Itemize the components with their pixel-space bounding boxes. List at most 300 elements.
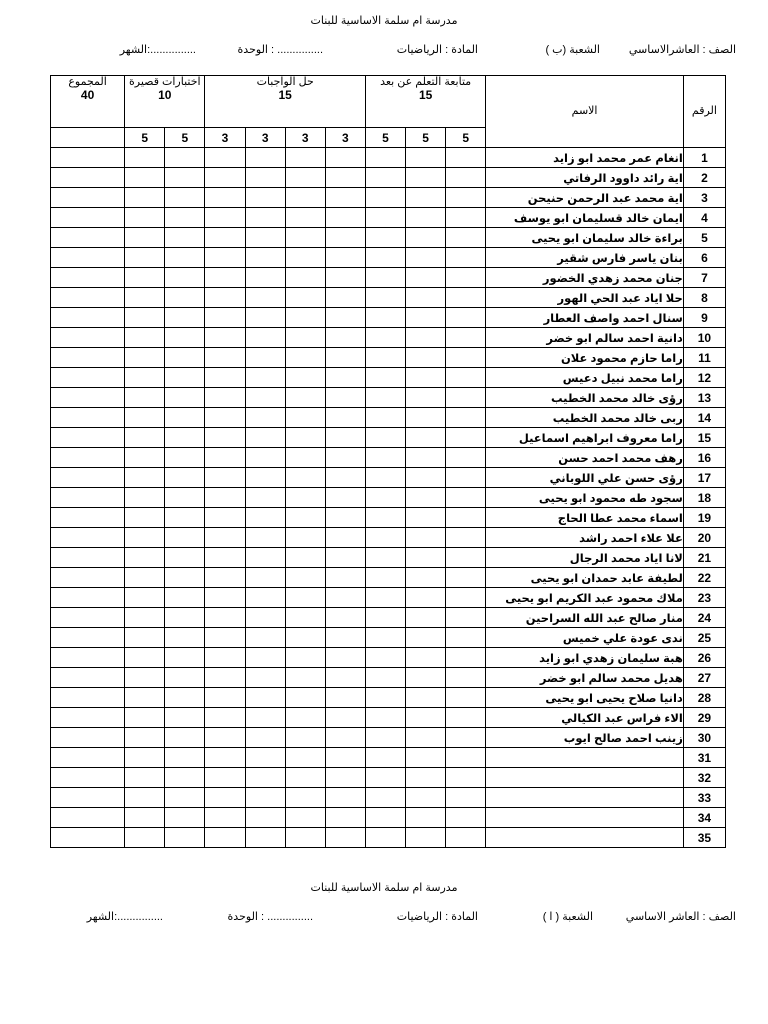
grade-cell[interactable] bbox=[285, 608, 325, 628]
grade-cell[interactable] bbox=[205, 268, 245, 288]
grade-cell[interactable] bbox=[365, 368, 405, 388]
grade-cell[interactable] bbox=[406, 148, 446, 168]
grade-cell[interactable] bbox=[245, 748, 285, 768]
grade-cell[interactable] bbox=[285, 488, 325, 508]
grade-cell[interactable] bbox=[406, 668, 446, 688]
grade-cell[interactable] bbox=[165, 768, 205, 788]
grade-cell[interactable] bbox=[245, 428, 285, 448]
grade-cell[interactable] bbox=[51, 228, 125, 248]
grade-cell[interactable] bbox=[285, 568, 325, 588]
grade-cell[interactable] bbox=[285, 508, 325, 528]
grade-cell[interactable] bbox=[325, 608, 365, 628]
grade-cell[interactable] bbox=[125, 168, 165, 188]
grade-cell[interactable] bbox=[446, 288, 486, 308]
grade-cell[interactable] bbox=[245, 788, 285, 808]
grade-cell[interactable] bbox=[245, 488, 285, 508]
grade-cell[interactable] bbox=[205, 168, 245, 188]
grade-cell[interactable] bbox=[205, 608, 245, 628]
grade-cell[interactable] bbox=[325, 728, 365, 748]
grade-cell[interactable] bbox=[51, 768, 125, 788]
grade-cell[interactable] bbox=[165, 248, 205, 268]
grade-cell[interactable] bbox=[125, 428, 165, 448]
grade-cell[interactable] bbox=[245, 228, 285, 248]
grade-cell[interactable] bbox=[406, 408, 446, 428]
grade-cell[interactable] bbox=[125, 288, 165, 308]
grade-cell[interactable] bbox=[406, 768, 446, 788]
grade-cell[interactable] bbox=[285, 248, 325, 268]
grade-cell[interactable] bbox=[51, 708, 125, 728]
grade-cell[interactable] bbox=[325, 348, 365, 368]
grade-cell[interactable] bbox=[325, 328, 365, 348]
grade-cell[interactable] bbox=[406, 388, 446, 408]
grade-cell[interactable] bbox=[446, 568, 486, 588]
grade-cell[interactable] bbox=[125, 668, 165, 688]
grade-cell[interactable] bbox=[406, 808, 446, 828]
grade-cell[interactable] bbox=[325, 768, 365, 788]
grade-cell[interactable] bbox=[446, 248, 486, 268]
grade-cell[interactable] bbox=[205, 368, 245, 388]
grade-cell[interactable] bbox=[446, 168, 486, 188]
grade-cell[interactable] bbox=[285, 268, 325, 288]
grade-cell[interactable] bbox=[446, 688, 486, 708]
grade-cell[interactable] bbox=[446, 348, 486, 368]
grade-cell[interactable] bbox=[365, 328, 405, 348]
grade-cell[interactable] bbox=[406, 568, 446, 588]
grade-cell[interactable] bbox=[51, 588, 125, 608]
grade-cell[interactable] bbox=[165, 328, 205, 348]
grade-cell[interactable] bbox=[245, 508, 285, 528]
grade-cell[interactable] bbox=[365, 808, 405, 828]
grade-cell[interactable] bbox=[325, 528, 365, 548]
grade-cell[interactable] bbox=[406, 368, 446, 388]
grade-cell[interactable] bbox=[365, 528, 405, 548]
grade-cell[interactable] bbox=[125, 648, 165, 668]
grade-cell[interactable] bbox=[205, 748, 245, 768]
grade-cell[interactable] bbox=[205, 728, 245, 748]
grade-cell[interactable] bbox=[245, 608, 285, 628]
grade-cell[interactable] bbox=[51, 788, 125, 808]
grade-cell[interactable] bbox=[205, 528, 245, 548]
grade-cell[interactable] bbox=[325, 668, 365, 688]
grade-cell[interactable] bbox=[446, 208, 486, 228]
grade-cell[interactable] bbox=[165, 268, 205, 288]
grade-cell[interactable] bbox=[205, 688, 245, 708]
grade-cell[interactable] bbox=[125, 208, 165, 228]
grade-cell[interactable] bbox=[325, 808, 365, 828]
grade-cell[interactable] bbox=[365, 268, 405, 288]
grade-cell[interactable] bbox=[446, 708, 486, 728]
grade-cell[interactable] bbox=[245, 268, 285, 288]
grade-cell[interactable] bbox=[446, 748, 486, 768]
grade-cell[interactable] bbox=[245, 828, 285, 848]
grade-cell[interactable] bbox=[285, 228, 325, 248]
grade-cell[interactable] bbox=[365, 608, 405, 628]
grade-cell[interactable] bbox=[365, 688, 405, 708]
grade-cell[interactable] bbox=[205, 708, 245, 728]
grade-cell[interactable] bbox=[205, 508, 245, 528]
grade-cell[interactable] bbox=[165, 708, 205, 728]
grade-cell[interactable] bbox=[165, 388, 205, 408]
grade-cell[interactable] bbox=[245, 448, 285, 468]
grade-cell[interactable] bbox=[125, 568, 165, 588]
grade-cell[interactable] bbox=[205, 228, 245, 248]
grade-cell[interactable] bbox=[446, 788, 486, 808]
grade-cell[interactable] bbox=[165, 308, 205, 328]
grade-cell[interactable] bbox=[51, 328, 125, 348]
grade-cell[interactable] bbox=[365, 168, 405, 188]
grade-cell[interactable] bbox=[165, 568, 205, 588]
grade-cell[interactable] bbox=[205, 428, 245, 448]
grade-cell[interactable] bbox=[325, 168, 365, 188]
grade-cell[interactable] bbox=[125, 388, 165, 408]
grade-cell[interactable] bbox=[365, 648, 405, 668]
grade-cell[interactable] bbox=[325, 488, 365, 508]
grade-cell[interactable] bbox=[205, 548, 245, 568]
grade-cell[interactable] bbox=[205, 448, 245, 468]
grade-cell[interactable] bbox=[125, 748, 165, 768]
grade-cell[interactable] bbox=[165, 808, 205, 828]
grade-cell[interactable] bbox=[125, 308, 165, 328]
grade-cell[interactable] bbox=[325, 388, 365, 408]
grade-cell[interactable] bbox=[165, 588, 205, 608]
grade-cell[interactable] bbox=[165, 448, 205, 468]
grade-cell[interactable] bbox=[285, 708, 325, 728]
grade-cell[interactable] bbox=[325, 708, 365, 728]
grade-cell[interactable] bbox=[51, 508, 125, 528]
grade-cell[interactable] bbox=[205, 628, 245, 648]
grade-cell[interactable] bbox=[446, 228, 486, 248]
grade-cell[interactable] bbox=[365, 708, 405, 728]
grade-cell[interactable] bbox=[205, 828, 245, 848]
grade-cell[interactable] bbox=[325, 448, 365, 468]
grade-cell[interactable] bbox=[365, 408, 405, 428]
grade-cell[interactable] bbox=[165, 408, 205, 428]
grade-cell[interactable] bbox=[205, 328, 245, 348]
grade-cell[interactable] bbox=[365, 768, 405, 788]
grade-cell[interactable] bbox=[285, 388, 325, 408]
grade-cell[interactable] bbox=[285, 208, 325, 228]
grade-cell[interactable] bbox=[365, 188, 405, 208]
grade-cell[interactable] bbox=[165, 648, 205, 668]
grade-cell[interactable] bbox=[51, 448, 125, 468]
grade-cell[interactable] bbox=[245, 168, 285, 188]
grade-cell[interactable] bbox=[446, 608, 486, 628]
grade-cell[interactable] bbox=[285, 808, 325, 828]
grade-cell[interactable] bbox=[365, 208, 405, 228]
grade-cell[interactable] bbox=[446, 408, 486, 428]
grade-cell[interactable] bbox=[125, 828, 165, 848]
grade-cell[interactable] bbox=[205, 768, 245, 788]
grade-cell[interactable] bbox=[285, 368, 325, 388]
grade-cell[interactable] bbox=[406, 788, 446, 808]
grade-cell[interactable] bbox=[125, 688, 165, 708]
grade-cell[interactable] bbox=[245, 308, 285, 328]
grade-cell[interactable] bbox=[205, 788, 245, 808]
grade-cell[interactable] bbox=[325, 268, 365, 288]
grade-cell[interactable] bbox=[325, 248, 365, 268]
grade-cell[interactable] bbox=[165, 188, 205, 208]
grade-cell[interactable] bbox=[245, 388, 285, 408]
grade-cell[interactable] bbox=[325, 648, 365, 668]
grade-cell[interactable] bbox=[365, 748, 405, 768]
grade-cell[interactable] bbox=[406, 248, 446, 268]
grade-cell[interactable] bbox=[406, 208, 446, 228]
grade-cell[interactable] bbox=[406, 228, 446, 248]
grade-cell[interactable] bbox=[125, 448, 165, 468]
grade-cell[interactable] bbox=[325, 828, 365, 848]
grade-cell[interactable] bbox=[125, 588, 165, 608]
grade-cell[interactable] bbox=[51, 828, 125, 848]
grade-cell[interactable] bbox=[365, 548, 405, 568]
grade-cell[interactable] bbox=[51, 308, 125, 328]
grade-cell[interactable] bbox=[365, 288, 405, 308]
grade-cell[interactable] bbox=[125, 328, 165, 348]
grade-cell[interactable] bbox=[205, 148, 245, 168]
grade-cell[interactable] bbox=[325, 428, 365, 448]
grade-cell[interactable] bbox=[285, 588, 325, 608]
grade-cell[interactable] bbox=[285, 328, 325, 348]
grade-cell[interactable] bbox=[446, 628, 486, 648]
grade-cell[interactable] bbox=[125, 228, 165, 248]
grade-cell[interactable] bbox=[51, 628, 125, 648]
grade-cell[interactable] bbox=[165, 508, 205, 528]
grade-cell[interactable] bbox=[51, 428, 125, 448]
grade-cell[interactable] bbox=[245, 468, 285, 488]
grade-cell[interactable] bbox=[406, 188, 446, 208]
grade-cell[interactable] bbox=[406, 508, 446, 528]
grade-cell[interactable] bbox=[125, 188, 165, 208]
grade-cell[interactable] bbox=[406, 428, 446, 448]
grade-cell[interactable] bbox=[285, 308, 325, 328]
grade-cell[interactable] bbox=[446, 728, 486, 748]
grade-cell[interactable] bbox=[125, 628, 165, 648]
grade-cell[interactable] bbox=[365, 788, 405, 808]
grade-cell[interactable] bbox=[125, 768, 165, 788]
grade-cell[interactable] bbox=[245, 688, 285, 708]
grade-cell[interactable] bbox=[325, 208, 365, 228]
grade-cell[interactable] bbox=[245, 148, 285, 168]
grade-cell[interactable] bbox=[365, 728, 405, 748]
grade-cell[interactable] bbox=[205, 468, 245, 488]
grade-cell[interactable] bbox=[325, 228, 365, 248]
grade-cell[interactable] bbox=[285, 628, 325, 648]
grade-cell[interactable] bbox=[365, 248, 405, 268]
grade-cell[interactable] bbox=[446, 808, 486, 828]
grade-cell[interactable] bbox=[365, 388, 405, 408]
grade-cell[interactable] bbox=[406, 528, 446, 548]
grade-cell[interactable] bbox=[446, 188, 486, 208]
grade-cell[interactable] bbox=[205, 308, 245, 328]
grade-cell[interactable] bbox=[205, 568, 245, 588]
grade-cell[interactable] bbox=[245, 408, 285, 428]
grade-cell[interactable] bbox=[285, 828, 325, 848]
grade-cell[interactable] bbox=[245, 248, 285, 268]
grade-cell[interactable] bbox=[365, 228, 405, 248]
grade-cell[interactable] bbox=[365, 148, 405, 168]
grade-cell[interactable] bbox=[51, 548, 125, 568]
grade-cell[interactable] bbox=[51, 568, 125, 588]
grade-cell[interactable] bbox=[325, 308, 365, 328]
grade-cell[interactable] bbox=[125, 348, 165, 368]
grade-cell[interactable] bbox=[446, 328, 486, 348]
grade-cell[interactable] bbox=[245, 588, 285, 608]
grade-cell[interactable] bbox=[406, 708, 446, 728]
grade-cell[interactable] bbox=[165, 488, 205, 508]
grade-cell[interactable] bbox=[285, 528, 325, 548]
grade-cell[interactable] bbox=[205, 348, 245, 368]
grade-cell[interactable] bbox=[245, 808, 285, 828]
grade-cell[interactable] bbox=[285, 688, 325, 708]
grade-cell[interactable] bbox=[325, 748, 365, 768]
grade-cell[interactable] bbox=[51, 668, 125, 688]
grade-cell[interactable] bbox=[325, 148, 365, 168]
grade-cell[interactable] bbox=[205, 588, 245, 608]
grade-cell[interactable] bbox=[406, 648, 446, 668]
grade-cell[interactable] bbox=[205, 188, 245, 208]
grade-cell[interactable] bbox=[205, 648, 245, 668]
grade-cell[interactable] bbox=[406, 748, 446, 768]
grade-cell[interactable] bbox=[165, 688, 205, 708]
grade-cell[interactable] bbox=[245, 668, 285, 688]
grade-cell[interactable] bbox=[125, 728, 165, 748]
grade-cell[interactable] bbox=[325, 548, 365, 568]
grade-cell[interactable] bbox=[406, 548, 446, 568]
grade-cell[interactable] bbox=[406, 268, 446, 288]
grade-cell[interactable] bbox=[245, 628, 285, 648]
grade-cell[interactable] bbox=[446, 528, 486, 548]
grade-cell[interactable] bbox=[285, 188, 325, 208]
grade-cell[interactable] bbox=[165, 668, 205, 688]
grade-cell[interactable] bbox=[245, 528, 285, 548]
grade-cell[interactable] bbox=[51, 408, 125, 428]
grade-cell[interactable] bbox=[325, 588, 365, 608]
grade-cell[interactable] bbox=[125, 408, 165, 428]
grade-cell[interactable] bbox=[51, 348, 125, 368]
grade-cell[interactable] bbox=[365, 828, 405, 848]
grade-cell[interactable] bbox=[406, 288, 446, 308]
grade-cell[interactable] bbox=[165, 348, 205, 368]
grade-cell[interactable] bbox=[165, 468, 205, 488]
grade-cell[interactable] bbox=[406, 828, 446, 848]
grade-cell[interactable] bbox=[446, 368, 486, 388]
grade-cell[interactable] bbox=[51, 208, 125, 228]
grade-cell[interactable] bbox=[51, 688, 125, 708]
grade-cell[interactable] bbox=[446, 648, 486, 668]
grade-cell[interactable] bbox=[245, 548, 285, 568]
grade-cell[interactable] bbox=[406, 728, 446, 748]
grade-cell[interactable] bbox=[165, 748, 205, 768]
grade-cell[interactable] bbox=[51, 808, 125, 828]
grade-cell[interactable] bbox=[205, 808, 245, 828]
grade-cell[interactable] bbox=[51, 488, 125, 508]
grade-cell[interactable] bbox=[125, 528, 165, 548]
grade-cell[interactable] bbox=[51, 608, 125, 628]
grade-cell[interactable] bbox=[406, 628, 446, 648]
grade-cell[interactable] bbox=[446, 548, 486, 568]
grade-cell[interactable] bbox=[446, 148, 486, 168]
grade-cell[interactable] bbox=[285, 408, 325, 428]
grade-cell[interactable] bbox=[285, 348, 325, 368]
grade-cell[interactable] bbox=[406, 168, 446, 188]
grade-cell[interactable] bbox=[125, 548, 165, 568]
grade-cell[interactable] bbox=[245, 568, 285, 588]
grade-cell[interactable] bbox=[245, 648, 285, 668]
grade-cell[interactable] bbox=[125, 788, 165, 808]
grade-cell[interactable] bbox=[125, 808, 165, 828]
grade-cell[interactable] bbox=[205, 408, 245, 428]
grade-cell[interactable] bbox=[165, 528, 205, 548]
grade-cell[interactable] bbox=[165, 428, 205, 448]
grade-cell[interactable] bbox=[51, 648, 125, 668]
grade-cell[interactable] bbox=[51, 268, 125, 288]
grade-cell[interactable] bbox=[125, 248, 165, 268]
grade-cell[interactable] bbox=[365, 668, 405, 688]
grade-cell[interactable] bbox=[205, 488, 245, 508]
grade-cell[interactable] bbox=[205, 288, 245, 308]
grade-cell[interactable] bbox=[165, 788, 205, 808]
grade-cell[interactable] bbox=[125, 608, 165, 628]
grade-cell[interactable] bbox=[325, 468, 365, 488]
grade-cell[interactable] bbox=[325, 688, 365, 708]
grade-cell[interactable] bbox=[245, 368, 285, 388]
grade-cell[interactable] bbox=[406, 328, 446, 348]
grade-cell[interactable] bbox=[245, 288, 285, 308]
grade-cell[interactable] bbox=[205, 668, 245, 688]
grade-cell[interactable] bbox=[285, 548, 325, 568]
grade-cell[interactable] bbox=[165, 828, 205, 848]
grade-cell[interactable] bbox=[446, 308, 486, 328]
grade-cell[interactable] bbox=[365, 428, 405, 448]
grade-cell[interactable] bbox=[285, 448, 325, 468]
grade-cell[interactable] bbox=[285, 748, 325, 768]
grade-cell[interactable] bbox=[325, 508, 365, 528]
grade-cell[interactable] bbox=[446, 268, 486, 288]
grade-cell[interactable] bbox=[51, 188, 125, 208]
grade-cell[interactable] bbox=[365, 468, 405, 488]
grade-cell[interactable] bbox=[365, 588, 405, 608]
grade-cell[interactable] bbox=[365, 348, 405, 368]
grade-cell[interactable] bbox=[285, 428, 325, 448]
grade-cell[interactable] bbox=[446, 388, 486, 408]
grade-cell[interactable] bbox=[51, 168, 125, 188]
grade-cell[interactable] bbox=[125, 488, 165, 508]
grade-cell[interactable] bbox=[285, 648, 325, 668]
grade-cell[interactable] bbox=[285, 468, 325, 488]
grade-cell[interactable] bbox=[205, 208, 245, 228]
grade-cell[interactable] bbox=[406, 608, 446, 628]
grade-cell[interactable] bbox=[165, 548, 205, 568]
grade-cell[interactable] bbox=[125, 148, 165, 168]
grade-cell[interactable] bbox=[285, 768, 325, 788]
grade-cell[interactable] bbox=[125, 368, 165, 388]
grade-cell[interactable] bbox=[325, 368, 365, 388]
grade-cell[interactable] bbox=[365, 568, 405, 588]
grade-cell[interactable] bbox=[205, 248, 245, 268]
grade-cell[interactable] bbox=[406, 468, 446, 488]
grade-cell[interactable] bbox=[51, 148, 125, 168]
grade-cell[interactable] bbox=[365, 448, 405, 468]
grade-cell[interactable] bbox=[125, 468, 165, 488]
grade-cell[interactable] bbox=[406, 588, 446, 608]
grade-cell[interactable] bbox=[365, 308, 405, 328]
grade-cell[interactable] bbox=[365, 628, 405, 648]
grade-cell[interactable] bbox=[245, 708, 285, 728]
grade-cell[interactable] bbox=[125, 508, 165, 528]
grade-cell[interactable] bbox=[325, 568, 365, 588]
grade-cell[interactable] bbox=[165, 208, 205, 228]
grade-cell[interactable] bbox=[51, 368, 125, 388]
grade-cell[interactable] bbox=[51, 468, 125, 488]
